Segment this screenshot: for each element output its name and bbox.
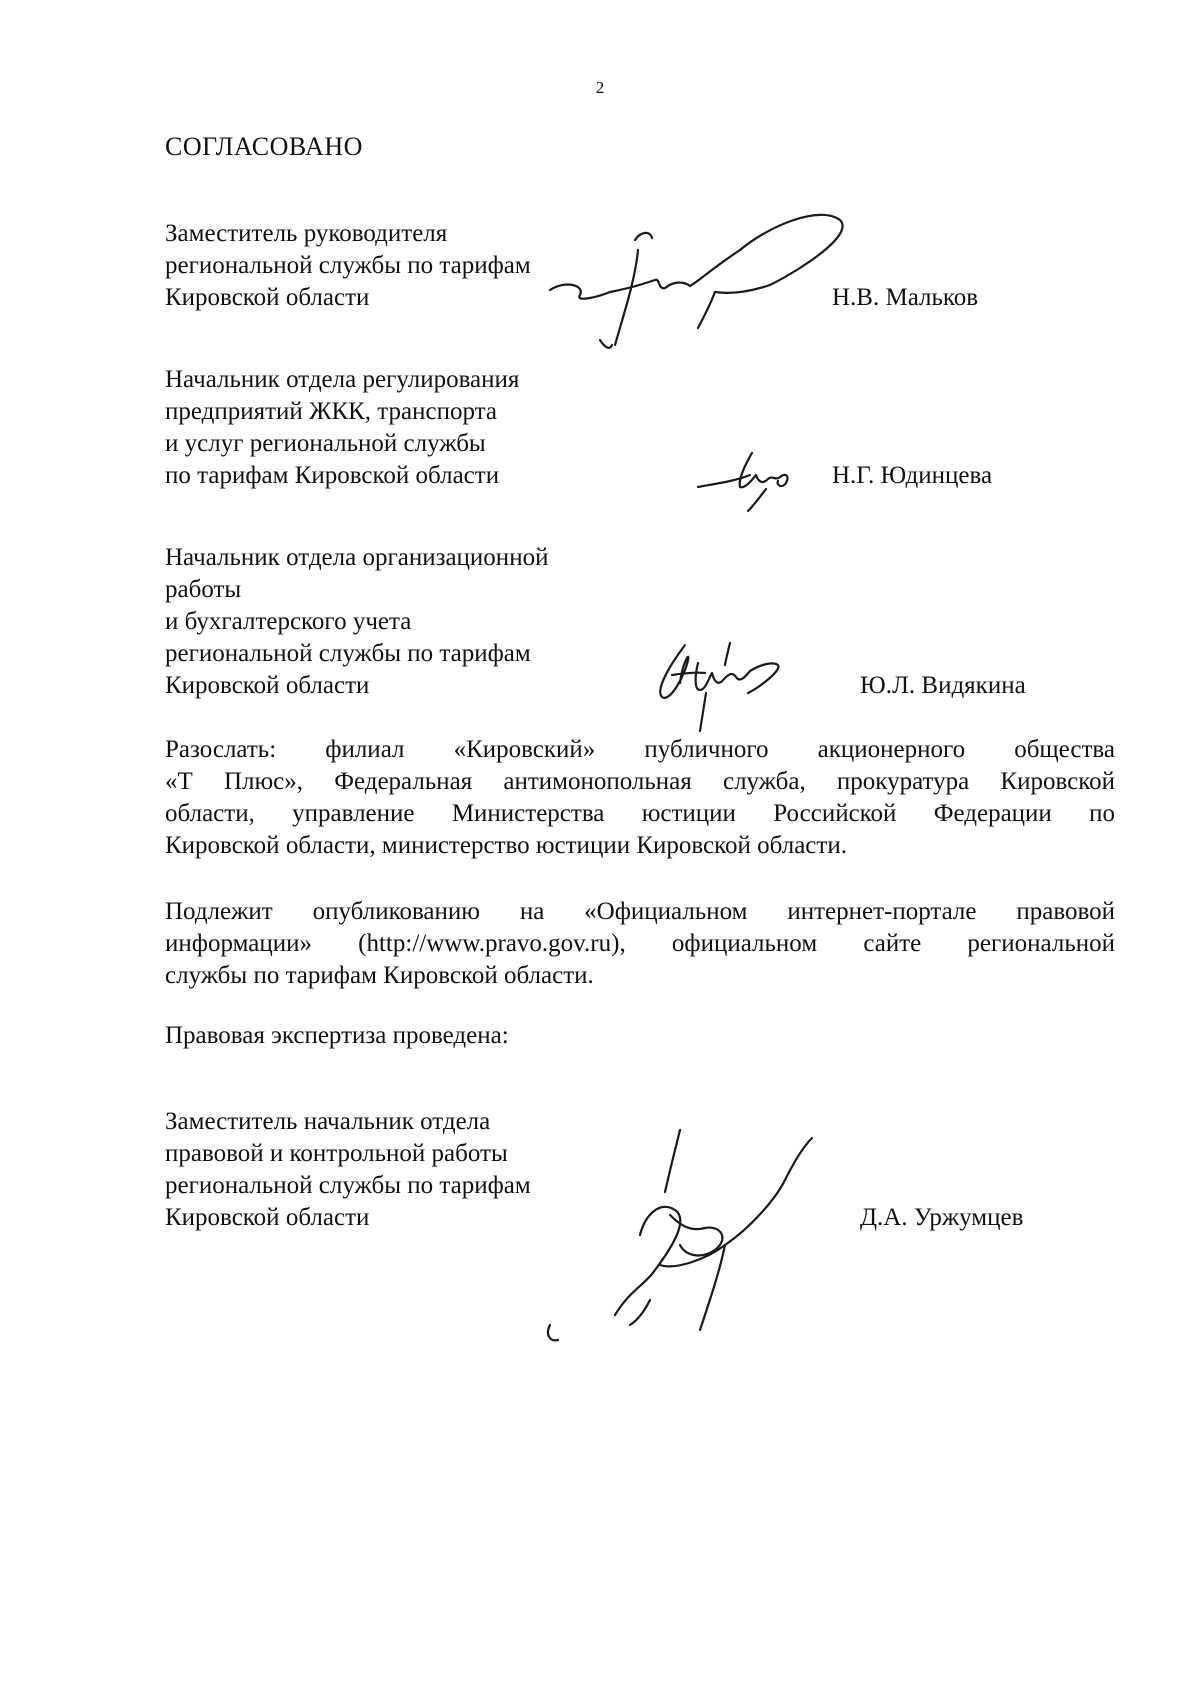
signatory-name: Ю.Л. Видякина [860, 672, 1026, 699]
signature [690, 445, 810, 515]
paragraph-line: Подлежит опубликованию на «Официальном интернет-портале правовой [165, 898, 1115, 925]
signature [540, 210, 880, 360]
signatory-name: Д.А. Уржумцев [860, 1204, 1024, 1231]
position-line: Начальник отдела организационной [165, 544, 549, 571]
position-line: Заместитель начальник отдела [165, 1108, 491, 1135]
distribution-paragraph [165, 734, 1115, 862]
signature [650, 635, 800, 735]
position-line: предприятий ЖКК, транспорта [165, 398, 497, 425]
position-line: Заместитель руководителя [165, 220, 448, 247]
paragraph-line: службы по тарифам Кировской области. [165, 962, 594, 989]
position-line: региональной службы по тарифам [165, 1172, 531, 1199]
paragraph-line: информации» (http://www.pravo.gov.ru), официальном сайте региональной [165, 930, 1115, 957]
publication-paragraph [165, 896, 1115, 992]
signatory-position [165, 1106, 531, 1234]
signatory-name: Н.В. Мальков [832, 284, 979, 311]
legal-review-note: Правовая экспертиза проведена: [165, 1022, 509, 1049]
signatory-position [165, 364, 519, 492]
position-line: региональной службы по тарифам [165, 252, 531, 279]
page-number: 2 [595, 78, 605, 97]
position-line: по тарифам Кировской области [165, 462, 500, 489]
position-line: и услуг региональной службы [165, 430, 486, 457]
paragraph-line: Кировской области, министерство юстиции Кировской области. [165, 832, 847, 859]
signatory-position [165, 542, 548, 702]
signatory-position [165, 218, 531, 314]
paragraph-line: области, управление Министерства юстиции Российской Федерации по [165, 800, 1115, 827]
position-line: региональной службы по тарифам [165, 640, 531, 667]
position-line: Начальник отдела регулирования [165, 366, 520, 393]
position-line: правовой и контрольной работы [165, 1140, 508, 1167]
position-line: и бухгалтерского учета [165, 608, 412, 635]
signature [520, 1120, 880, 1350]
position-line: Кировской области [165, 1204, 370, 1231]
position-line: работы [165, 576, 242, 603]
position-line: Кировской области [165, 672, 370, 699]
signatory-name: Н.Г. Юдинцева [832, 462, 993, 489]
paragraph-line: Разослать: филиал «Кировский» публичного акционерного общества [165, 736, 1115, 763]
paragraph-line: «Т Плюс», Федеральная антимонопольная служба, прокуратура Кировской [165, 768, 1115, 795]
position-line: Кировской области [165, 284, 370, 311]
approval-heading: СОГЛАСОВАНО [165, 132, 363, 161]
